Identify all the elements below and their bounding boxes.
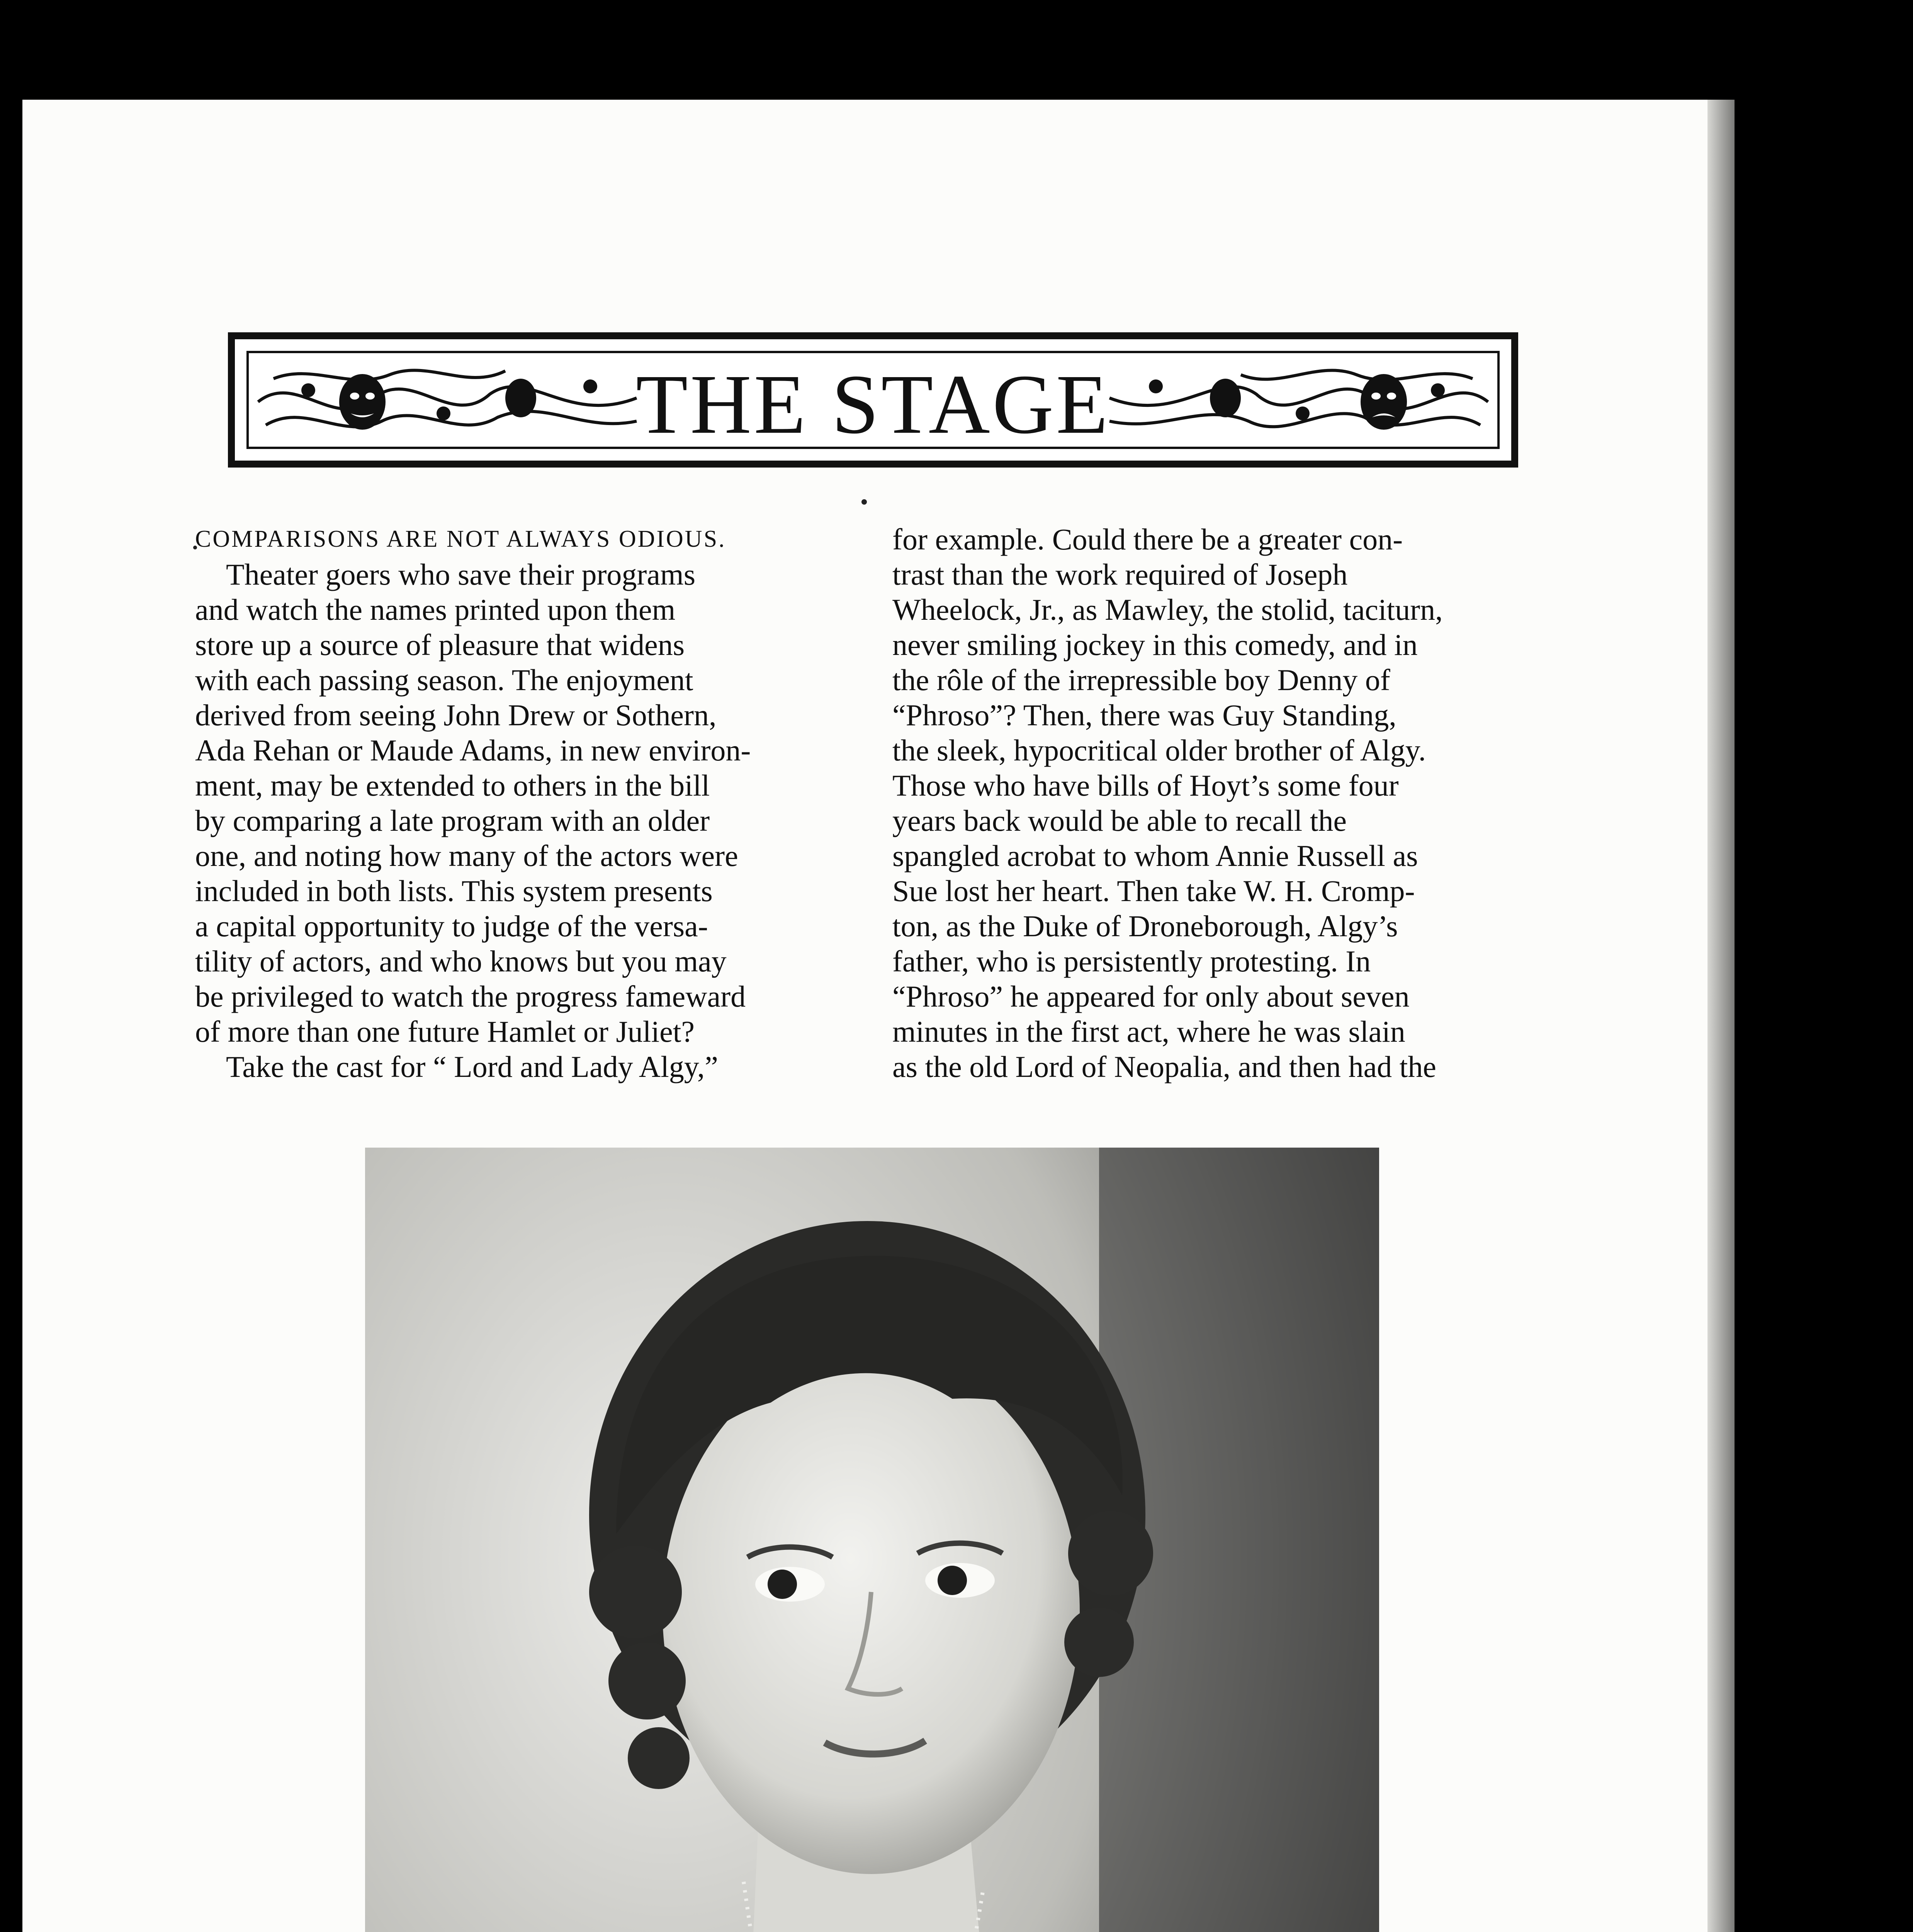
text-line: “Phroso” he appeared for only about seven — [892, 980, 1410, 1013]
banner-title: THE STAGE — [636, 357, 1110, 451]
theater-masks-ornament-right — [1102, 355, 1496, 444]
article-heading: COMPARISONS ARE NOT ALWAYS ODIOUS. — [195, 526, 726, 552]
text-line: as the old Lord of Neopalia, and then had the — [892, 1050, 1436, 1083]
text-line: be privileged to watch the progress fameward — [195, 980, 746, 1013]
section-banner — [228, 332, 1518, 468]
text-line: Sue lost her heart. Then take W. H. Cromp- — [892, 874, 1415, 908]
text-line: “Phroso”? Then, there was Guy Standing, — [892, 698, 1397, 732]
text-line: Ada Rehan or Maude Adams, in new environ- — [195, 733, 751, 767]
text-line: the rôle of the irrepressible boy Denny of — [892, 663, 1390, 697]
text-line: store up a source of pleasure that widens — [195, 628, 685, 662]
text-line: derived from seeing John Drew or Sothern, — [195, 698, 717, 732]
text-line: ment, may be extended to others in the bill — [195, 769, 710, 802]
text-line: of more than one future Hamlet or Juliet? — [195, 1015, 695, 1048]
text-line: never smiling jockey in this comedy, and in — [892, 628, 1418, 662]
text-line: one, and noting how many of the actors were — [195, 839, 738, 872]
portrait-photograph — [365, 1148, 1379, 1932]
text-line: the sleek, hypocritical older brother of Algy. — [892, 733, 1426, 767]
text-line: Theater goers who save their programs — [226, 558, 696, 591]
article-left-column — [195, 522, 860, 1084]
text-line: tility of actors, and who knows but you may — [195, 944, 727, 978]
text-line: minutes in the first act, where he was slain — [892, 1015, 1405, 1048]
text-line: Take the cast for “ Lord and Lady Algy,” — [226, 1050, 718, 1083]
text-line: with each passing season. The enjoyment — [195, 663, 693, 697]
text-line: years back would be able to recall the — [892, 804, 1347, 837]
text-line: by comparing a late program with an older — [195, 804, 710, 837]
portrait-illustration — [365, 1148, 1379, 1932]
text-line: trast than the work required of Joseph — [892, 558, 1348, 591]
text-line: included in both lists. This system presents — [195, 874, 713, 908]
text-line: for example. Could there be a greater con- — [892, 522, 1403, 556]
text-line: a capital opportunity to judge of the versa- — [195, 909, 708, 943]
text-line: father, who is persistently protesting. In — [892, 944, 1371, 978]
text-line: ton, as the Duke of Droneborough, Algy’s — [892, 909, 1398, 943]
stray-dot — [861, 499, 867, 505]
text-line: spangled acrobat to whom Annie Russell as — [892, 839, 1418, 872]
text-line: Those who have bills of Hoyt’s some four — [892, 769, 1399, 802]
text-line: Wheelock, Jr., as Mawley, the stolid, taciturn, — [892, 593, 1443, 626]
page-edge-shadow — [1707, 100, 1735, 1932]
article-right-column — [892, 522, 1557, 1084]
text-line: and watch the names printed upon them — [195, 593, 676, 626]
